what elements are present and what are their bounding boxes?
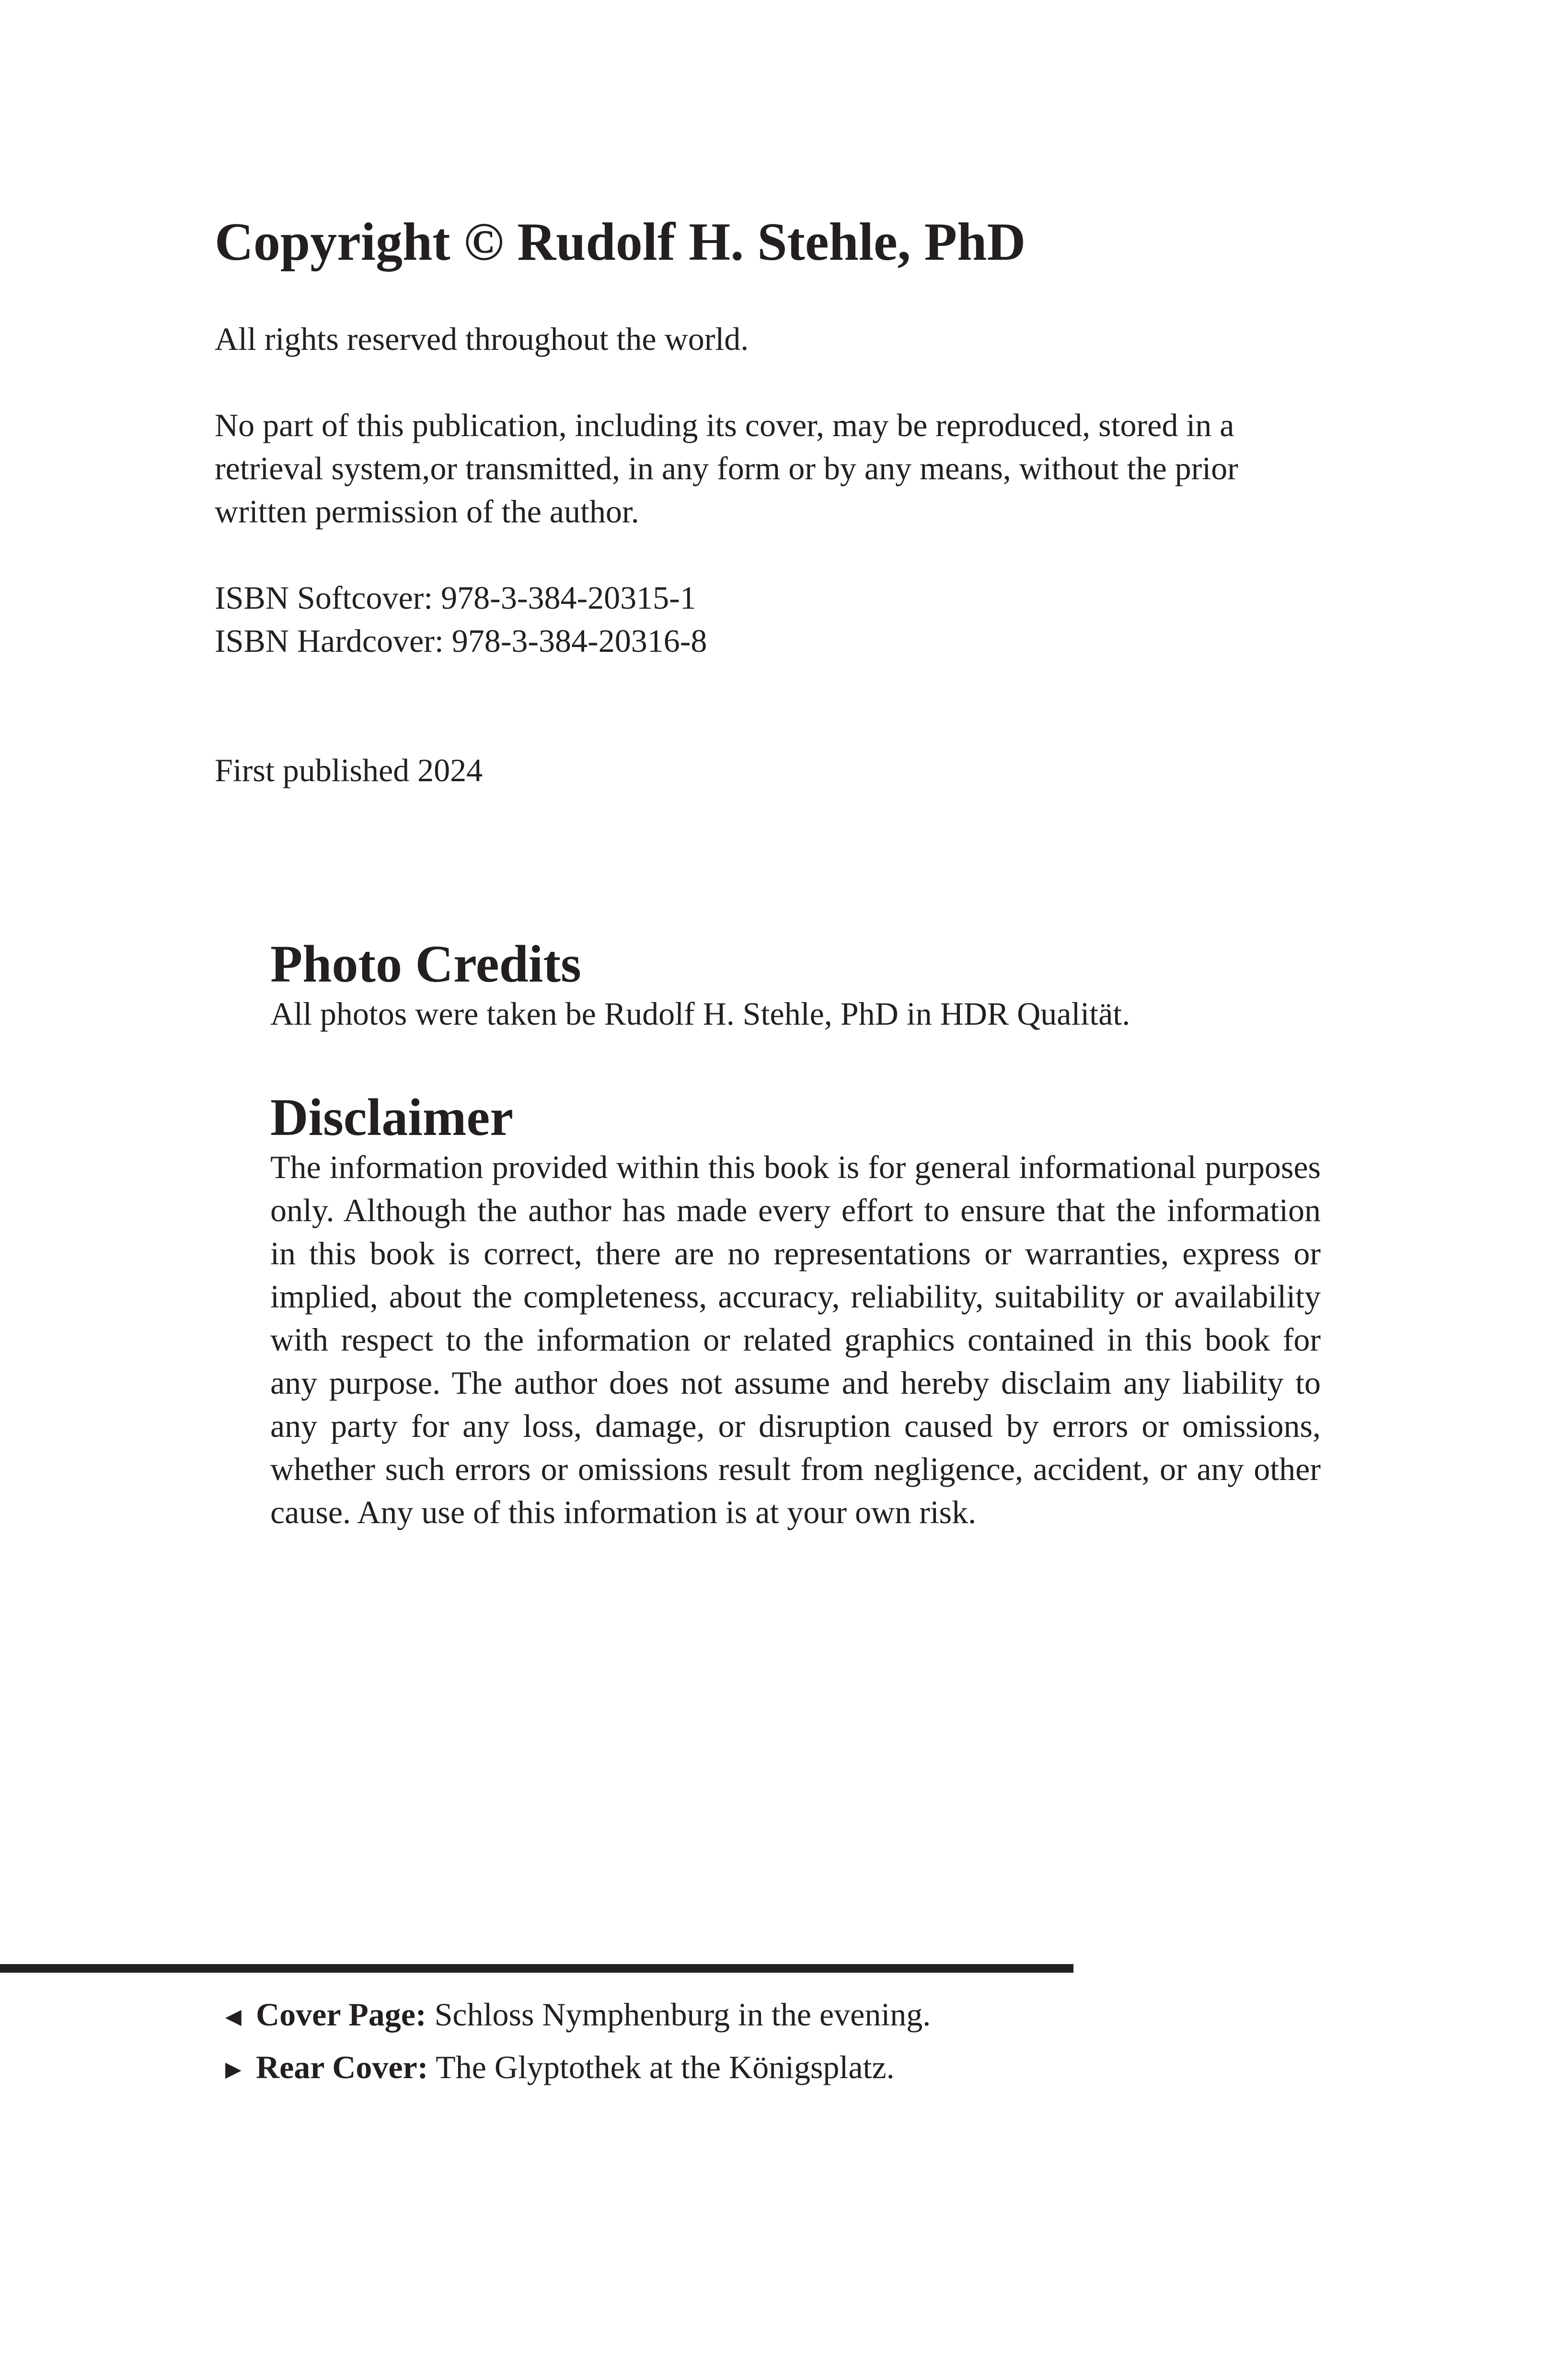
rights-reserved: All rights reserved throughout the world. [215, 321, 749, 357]
caption-text: The Glyptothek at the Königsplatz. [428, 2049, 895, 2085]
isbn-hardcover: ISBN Hardcover: 978-3-384-20316-8 [215, 623, 707, 659]
notice-line-1: No part of this publication, including its cover, may be reproduced, stored in a [215, 407, 1234, 443]
divider-rule [0, 1964, 1073, 1973]
first-published: First published 2024 [215, 752, 483, 788]
disclaimer-text: The information provided within this book is for general informational purposes only. Although the author has made every effort to ensure that the information in this book is correct, there are no representations or warranties, express or implied, about the completeness, accuracy, reliability, suitability or availability with respect to the information or related graphics contained in this book for any purpose. The author does not assume and hereby disclaim any liability to any party for any loss, damage, or disruption caused by errors or omissions, whether such errors or omissions result from negligence, accident, or any other cause. Any use of this information is at your own risk. [270, 1149, 1321, 1530]
isbn-softcover: ISBN Softcover: 978-3-384-20315-1 [215, 579, 696, 616]
caption-label: Rear Cover: [256, 2049, 428, 2085]
photo-credits-section [270, 936, 1321, 1035]
photo-credits-text: All photos were taken be Rudolf H. Stehle, PhD in HDR Qualität. [270, 995, 1130, 1032]
disclaimer-section [270, 1089, 1321, 1534]
cover-page-caption [225, 1993, 931, 2038]
disclaimer-heading: Disclaimer [270, 1088, 514, 1146]
triangle-right-icon: ▶ [225, 2058, 242, 2081]
caption-text: Schloss Nymphenburg in the evening. [426, 1996, 931, 2033]
notice-line-2: retrieval system,or transmitted, in any form or by any means, without the prior [215, 450, 1238, 486]
triangle-left-icon: ◀ [225, 2005, 242, 2028]
rear-cover-caption [225, 2046, 895, 2091]
photo-credits-heading: Photo Credits [270, 935, 581, 993]
notice-line-3: written permission of the author. [215, 493, 639, 530]
caption-label: Cover Page: [256, 1996, 427, 2033]
copyright-title: Copyright © Rudolf H. Stehle, PhD [215, 212, 1026, 272]
